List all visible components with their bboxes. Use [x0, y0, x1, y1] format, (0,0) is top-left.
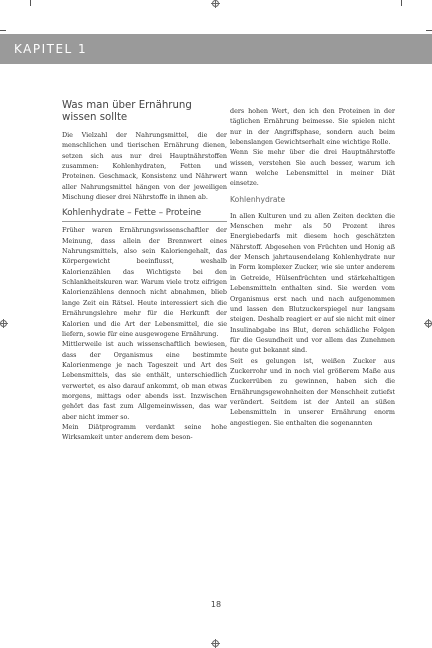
- left-column: [62, 100, 227, 443]
- body-paragraph: Seit es gelungen ist, weißen Zucker aus Zuckerrohr und in noch viel größerem Maße aus Zuckerrüben zu gewinnen, haben sich die Ernährungsgewohnheiten der Menschheit zutiefst verändert. Seitdem ist der Anteil an süßen Lebensmitteln in unserer Ernährung enorm angestiegen. Sie enthalten die sogenannten: [230, 356, 395, 427]
- body-paragraph: Mein Diätprogramm verdankt seine hohe Wirksamkeit unter anderem dem beson-: [62, 422, 227, 442]
- heading-divider: [62, 221, 227, 222]
- body-paragraph: Wenn Sie mehr über die drei Hauptnährstoffe wissen, verstehen Sie auch besser, warum ich wann welche Lebensmittel in meiner Diät einsetze.: [230, 148, 395, 188]
- body-paragraph: In allen Kulturen und zu allen Zeiten deckten die Menschen mehr als 50 Prozent ihres Energiebedarfs mit diesem hoch geschätzten Nährstoff. Abgesehen von Früchten und Honig aß der Mensch jahrtausendelang Kohlenhydrate nur in Form komplexer Zucker, wie sie unter anderem in Getreide, Hülsenfrüchten und stärkehaltigen Lebensmitteln enthalten sind. Sie werden vom Organismus erst nach und nach aufgenommen und lassen den Blutzuckerspiegel nur langsam steigen. Deshalb reagiert er auf sie nicht mit einer Insulinabgabe ins Blut, deren schädliche Folgen für die Gesundheit und vor allem das Zunehmen heute gut bekannt sind.: [230, 211, 395, 355]
- crop-mark: [401, 0, 402, 6]
- right-column: [230, 106, 395, 428]
- section-heading: Was man über Ernährung wissen sollte: [62, 100, 192, 123]
- body-paragraph: Mittlerweile ist auch wissenschaftlich bewiesen, dass der Organismus eine bestimmte Kalorienmenge je nach Tageszeit und Art des Lebensmittels, das sie enthält, unterschiedlich verwertet, es also darauf ankommt, ob man etwas morgens, mittags oder abends isst. Inzwischen gehört das fast zum Allgemeinwissen, das war aber nicht immer so.: [62, 340, 227, 421]
- subsection-heading: Kohlenhydrate: [230, 194, 286, 204]
- registration-mark-top: [212, 0, 219, 7]
- crop-mark: [30, 0, 31, 6]
- subsection-heading: Kohlenhydrate – Fette – Proteine: [62, 208, 202, 219]
- registration-mark-left: [0, 320, 7, 327]
- registration-mark-bottom: [212, 640, 219, 647]
- registration-mark-right: [425, 320, 432, 327]
- body-paragraph: Früher waren Ernährungswissenschaftler der Meinung, dass allein der Brennwert eines Nahrungsmittels, also sein Kaloriengehalt, das Körpergewicht beeinflusst, weshalb Kalorienzählen das Wichtigste bei den Schlankheitskuren war. Warum viele trotz eifrigen Kalorienzählens dennoch nicht abnahmen, blieb lange Zeit ein Rätsel. Heute interessiert sich die Ernährungslehre mehr für die Herkunft der Kalorien und die Art der Lebensmittel, die sie liefern, sowie für eine ausgewogene Ernährung.: [62, 226, 227, 338]
- crop-mark: [426, 30, 432, 31]
- intro-paragraph: Die Vielzahl der Nahrungsmittel, die der menschlichen und tierischen Ernährung dienen, setzen sich aus nur drei Hauptnährstoffen zusammen: Kohlenhydraten, Fetten und Proteinen. Geschmack, Konsistenz und Nährwert aller Nahrungsmittel hängen von der jeweiligen Mischung dieser drei Nährstoffe in ihnen ab.: [62, 131, 227, 202]
- page-number: 18: [210, 600, 222, 609]
- body-paragraph: ders hohen Wert, den ich den Proteinen in der täglichen Ernährung beimesse. Sie spielen nicht nur in der Angriffsphase, sondern auch beim lebenslangen Gewichtserhalt eine wichtige Rolle.: [230, 107, 395, 147]
- chapter-label: KAPITEL 1: [14, 42, 88, 56]
- crop-mark: [0, 30, 6, 31]
